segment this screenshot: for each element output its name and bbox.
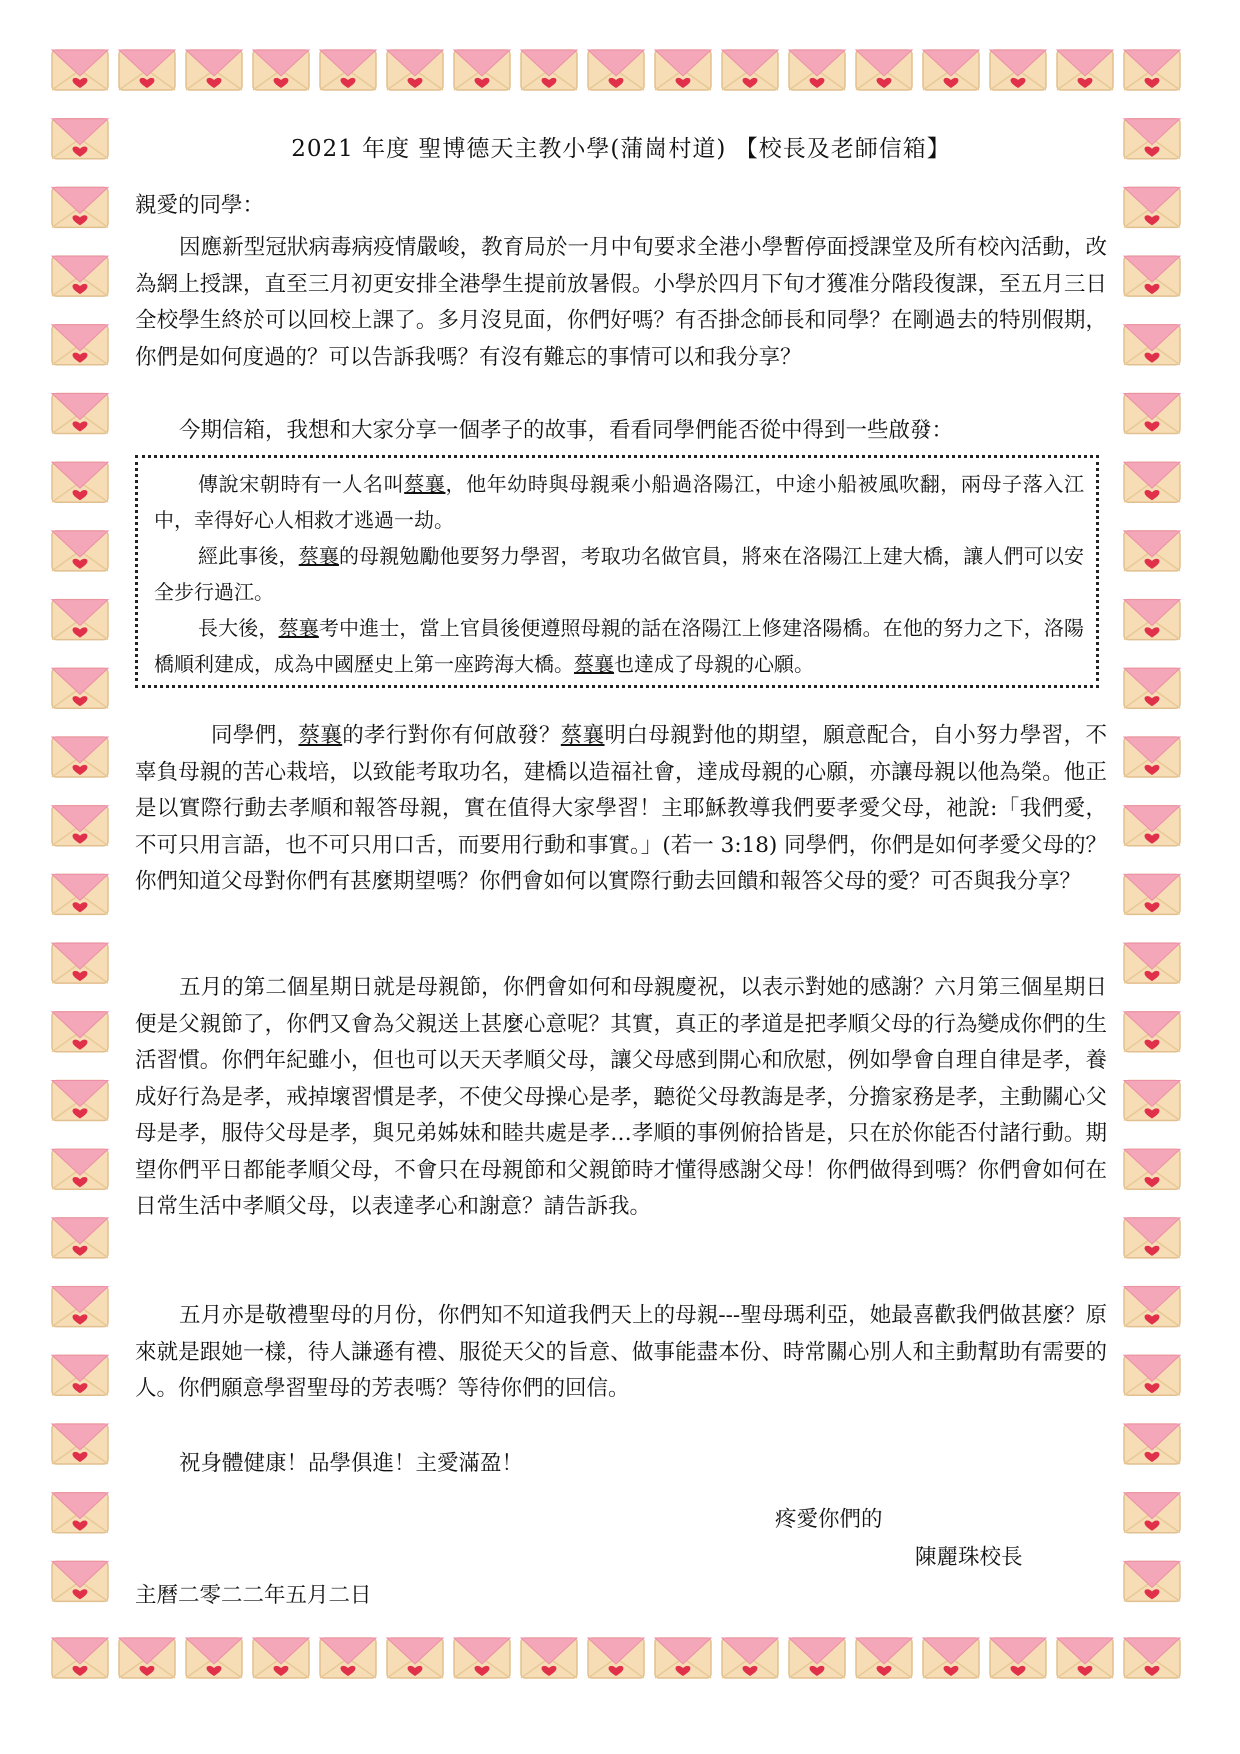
envelope-heart-icon [1124,1424,1180,1464]
envelope-heart-icon [52,50,108,90]
envelope-heart-icon [52,1218,108,1258]
envelope-heart-icon [1124,119,1180,159]
envelope-heart-icon [52,325,108,365]
envelope-heart-icon [52,737,108,777]
envelope-heart-icon [521,50,577,90]
envelope-heart-icon [52,600,108,640]
envelope-heart-icon [1124,394,1180,434]
envelope-heart-icon [52,1287,108,1327]
envelope-heart-icon [923,50,979,90]
envelope-heart-icon [387,50,443,90]
envelope-heart-icon [655,1638,711,1678]
envelope-heart-icon [387,1638,443,1678]
envelope-heart-icon [119,1638,175,1678]
envelope-heart-icon [588,50,644,90]
envelope-heart-icon [52,1355,108,1395]
envelope-heart-icon [1057,50,1113,90]
envelope-heart-icon [119,50,175,90]
envelope-heart-icon [52,1493,108,1533]
envelope-heart-icon [320,1638,376,1678]
signature: 陳麗珠校長 [915,1545,1023,1570]
name-cai-xiang: 蔡襄 [298,544,339,568]
envelope-heart-icon [52,1561,108,1601]
envelope-heart-icon [1124,462,1180,502]
paragraph-mary-month: 五月亦是敬禮聖母的月份，你們知不知道我們天上的母親---聖母瑪利亞，她最喜歡我們做甚麼？原來就是跟她一樣，待人謙遜有禮、服從天父的旨意、做事能盡本份、時常關心別人和主動幫助有需要的人。你們願意學習聖母的芳表嗎？等待你們的回信。 [135,1303,1107,1401]
envelope-heart-icon [1124,1149,1180,1189]
letter-date: 主曆二零二二年五月二日 [135,1583,372,1608]
envelope-heart-icon [454,50,510,90]
envelope-heart-icon [588,1638,644,1678]
envelope-heart-icon [990,50,1046,90]
envelope-heart-icon [186,50,242,90]
envelope-heart-icon [1124,806,1180,846]
envelope-heart-icon [1124,600,1180,640]
envelope-heart-icon [789,1638,845,1678]
envelope-heart-icon [722,1638,778,1678]
name-cai-xiang: 蔡襄 [278,616,319,640]
envelope-heart-icon [1124,187,1180,227]
envelope-heart-icon [253,1638,309,1678]
paragraph-parents-day: 五月的第二個星期日就是母親節，你們會如何和母親慶祝，以表示對她的感謝？六月第三個星期日便是父親節了，你們又會為父親送上甚麼心意呢？其實，真正的孝道是把孝順父母的行為變成你們的生活習慣。你們年紀雖小，但也可以天天孝順父母，讓父母感到開心和欣慰，例如學會自理自律是孝，養成好行為是孝，戒掉壞習慣是孝，不使父母操心是孝，聽從父母教誨是孝，分擔家務是孝，主動關心父母是孝，服侍父母是孝，與兄弟姊妹和睦共處是孝…孝順的事例俯拾皆是，只在於你能否付諸行動。期望你們平日都能孝順父母，不會只在母親節和父親節時才懂得感謝父母！你們做得到嗎？你們會如何在日常生活中孝順父母，以表達孝心和謝意？請告訴我。 [135,975,1107,1219]
story-paragraph-1: 傳說宋朝時有一人名叫蔡襄，他年幼時與母親乘小船過洛陽江，中途小船被風吹翻，兩母子落入江中，幸得好心人相救才逃過一劫。 [154,472,1085,532]
envelope-heart-icon [52,256,108,296]
name-cai-xiang: 蔡襄 [574,652,614,676]
name-cai-xiang: 蔡襄 [404,472,446,496]
envelope-heart-icon [454,1638,510,1678]
envelope-heart-icon [52,1149,108,1189]
envelope-heart-icon [856,50,912,90]
envelope-heart-icon [856,1638,912,1678]
envelope-heart-icon [52,1012,108,1052]
envelope-heart-icon [1124,1638,1180,1678]
envelope-heart-icon [1124,1561,1180,1601]
envelope-heart-icon [1124,256,1180,296]
blessing: 祝身體健康！品學俱進！主愛滿盈！ [179,1451,524,1476]
envelope-heart-icon [655,50,711,90]
story-paragraph-2: 經此事後，蔡襄的母親勉勵他要努力學習，考取功名做官員，將來在洛陽江上建大橋，讓人們可以安全步行過江。 [154,544,1085,604]
letter-title: 2021 年度 聖博德天主教小學(蒲崗村道) 【校長及老師信箱】 [291,136,951,162]
envelope-heart-icon [1124,737,1180,777]
envelope-heart-icon [52,1638,108,1678]
envelope-heart-icon [521,1638,577,1678]
greeting: 親愛的同學： [135,193,265,218]
name-cai-xiang: 蔡襄 [298,723,343,748]
envelope-heart-icon [722,50,778,90]
envelope-heart-icon [990,1638,1046,1678]
envelope-heart-icon [52,668,108,708]
envelope-heart-icon [1124,1012,1180,1052]
envelope-heart-icon [52,119,108,159]
envelope-heart-icon [1124,874,1180,914]
envelope-heart-icon [1057,1638,1113,1678]
envelope-heart-icon [1124,943,1180,983]
story-box [135,455,1099,688]
envelope-heart-icon [52,187,108,227]
envelope-heart-icon [52,394,108,434]
envelope-heart-icon [186,1638,242,1678]
envelope-heart-icon [789,50,845,90]
envelope-heart-icon [923,1638,979,1678]
envelope-heart-icon [1124,1493,1180,1533]
envelope-heart-icon [1124,531,1180,571]
name-cai-xiang: 蔡襄 [560,723,605,748]
envelope-heart-icon [52,462,108,502]
envelope-heart-icon [52,806,108,846]
envelope-heart-icon [1124,1081,1180,1121]
envelope-heart-icon [52,1081,108,1121]
paragraph-reflection: 同學們，蔡襄的孝行對你有何啟發？蔡襄明白母親對他的期望，願意配合，自小努力學習，不辜負母親的苦心栽培，以致能考取功名，建橋以造福社會，達成母親的心願，亦讓母親以他為榮。他正是以實際行動去孝順和報答母親，實在值得大家學習！主耶穌教導我們要孝愛父母，祂說:「我們愛，不可只用言語，也不可只用口舌，而要用行動和事實。」(若一 3:18) 同學們，你們是如何孝愛父母的？你們知道父母對你們有甚麼期望嗎？你們會如何以實際行動去回饋和報答父母的愛？可否與我分享？ [135,723,1107,894]
paragraph-intro: 因應新型冠狀病毒病疫情嚴峻，教育局於一月中旬要求全港小學暫停面授課堂及所有校內活動，改為網上授課，直至三月初更安排全港學生提前放暑假。小學於四月下旬才獲准分階段復課，至五月三日全校學生終於可以回校上課了。多月沒見面，你們好嗎？有否掛念師長和同學？在剛過去的特別假期，你們是如何度過的？可以告訴我嗎？有沒有難忘的事情可以和我分享？ [135,235,1107,370]
closing: 疼愛你們的 [775,1507,883,1532]
envelope-heart-icon [52,1424,108,1464]
story-paragraph-3: 長大後，蔡襄考中進士，當上官員後便遵照母親的話在洛陽江上修建洛陽橋。在他的努力之下，洛陽橋順利建成，成為中國歷史上第一座跨海大橋。蔡襄也達成了母親的心願。 [154,616,1085,676]
envelope-heart-icon [1124,50,1180,90]
envelope-heart-icon [253,50,309,90]
envelope-heart-icon [1124,325,1180,365]
envelope-heart-icon [52,943,108,983]
envelope-heart-icon [320,50,376,90]
envelope-heart-icon [1124,668,1180,708]
envelope-heart-icon [52,531,108,571]
envelope-heart-icon [52,874,108,914]
envelope-heart-icon [1124,1218,1180,1258]
envelope-heart-icon [1124,1355,1180,1395]
envelope-heart-icon [1124,1287,1180,1327]
paragraph-story-intro: 今期信箱，我想和大家分享一個孝子的故事，看看同學們能否從中得到一些啟發： [179,418,954,443]
